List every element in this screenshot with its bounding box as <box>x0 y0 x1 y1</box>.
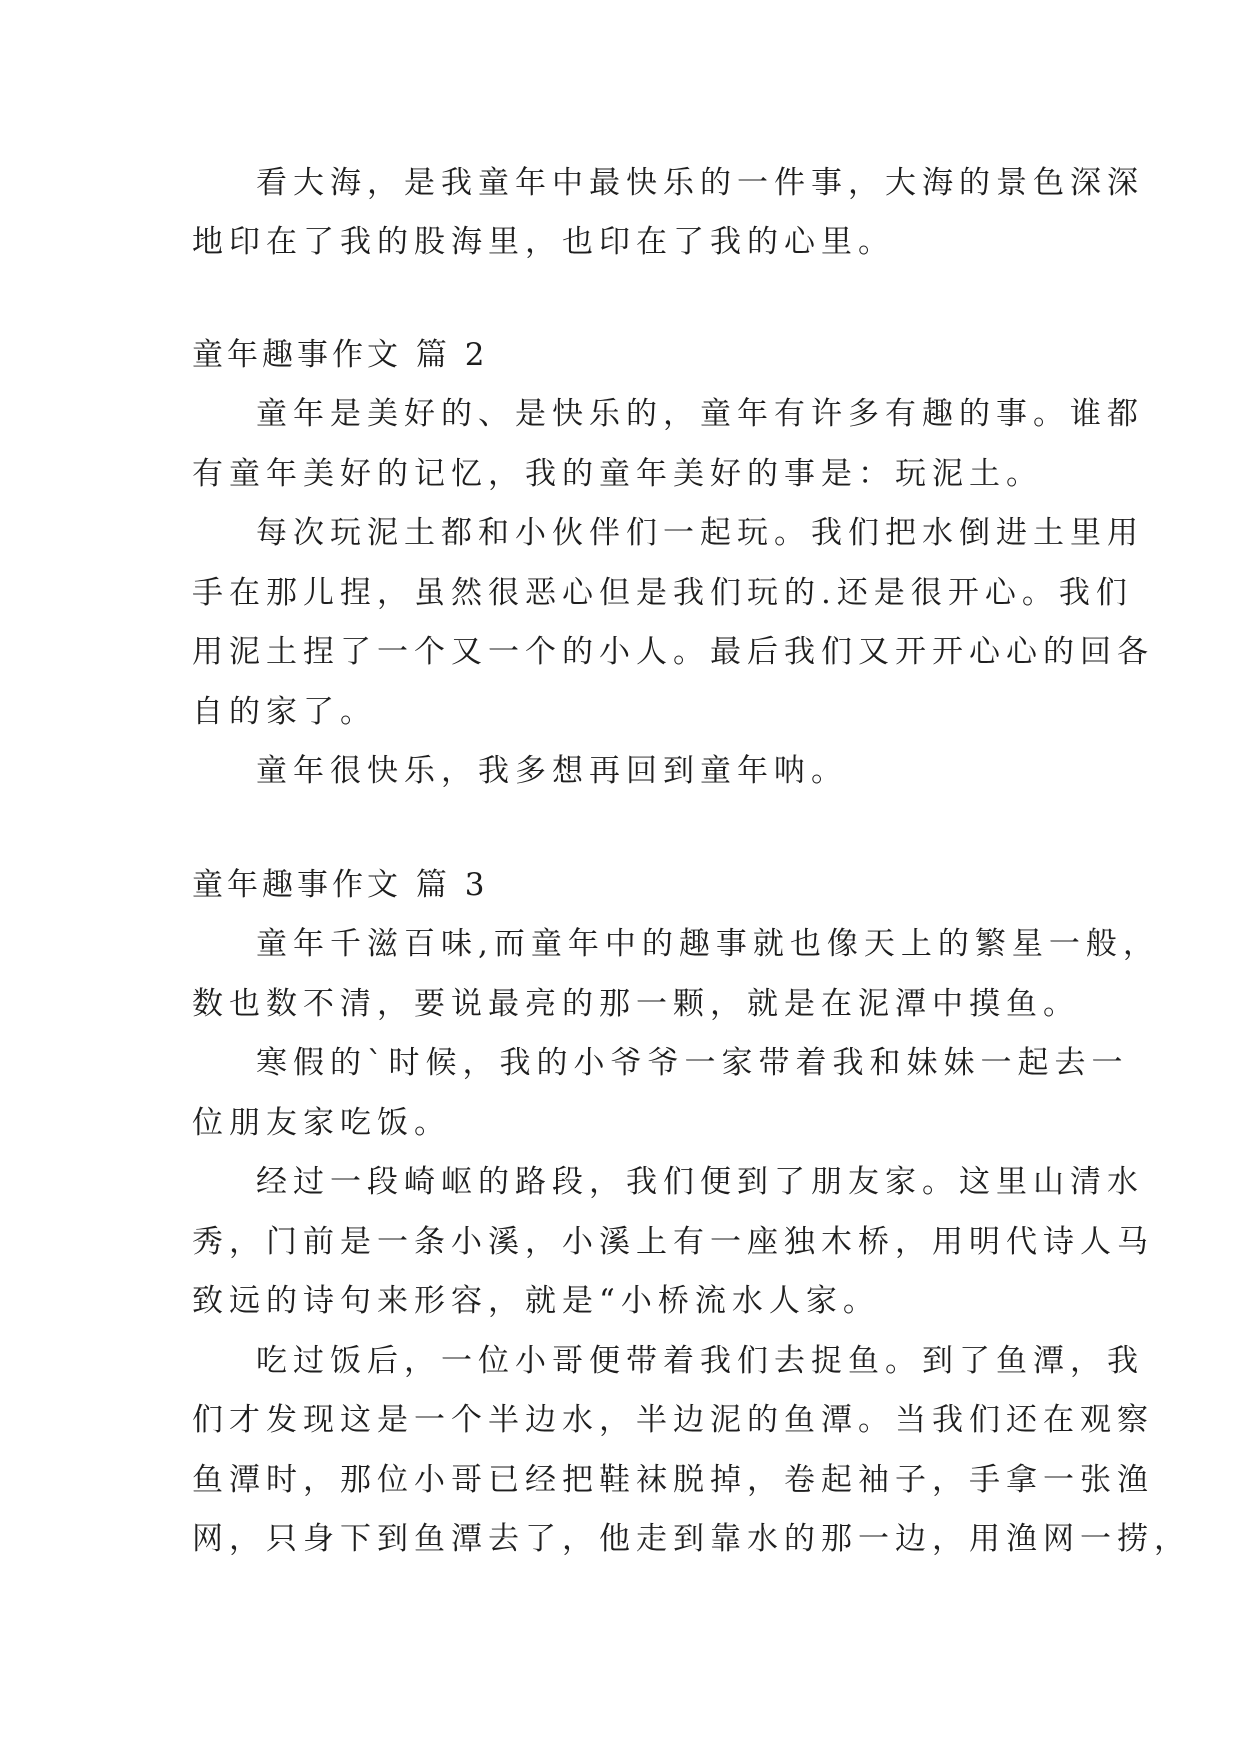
paragraph-line: 手在那儿捏，虽然很恶心但是我们玩的.还是很开心。我们 <box>192 575 1133 611</box>
section-heading: 童年趣事作文 篇 2 <box>192 337 489 373</box>
paragraph-line: 看大海，是我童年中最快乐的一件事，大海的景色深深 <box>256 165 1144 201</box>
paragraph-line: 网，只身下到鱼潭去了，他走到靠水的那一边，用渔网一捞， <box>192 1521 1191 1557</box>
paragraph-line: 用泥土捏了一个又一个的小人。最后我们又开开心心的回各 <box>192 634 1154 670</box>
paragraph-line: 每次玩泥土都和小伙伴们一起玩。我们把水倒进土里用 <box>256 515 1144 551</box>
paragraph-line: 自的家了。 <box>192 694 377 730</box>
paragraph-line: 童年很快乐，我多想再回到童年呐。 <box>256 753 848 789</box>
paragraph-line: 吃过饭后，一位小哥便带着我们去捉鱼。到了鱼潭，我 <box>256 1343 1144 1379</box>
paragraph-line: 寒假的`时候，我的小爷爷一家带着我和妹妹一起去一 <box>256 1045 1129 1081</box>
paragraph-line: 地印在了我的股海里，也印在了我的心里。 <box>192 224 895 260</box>
paragraph-line: 们才发现这是一个半边水，半边泥的鱼潭。当我们还在观察 <box>192 1402 1154 1438</box>
paragraph-line: 秀，门前是一条小溪，小溪上有一座独木桥，用明代诗人马 <box>192 1224 1154 1260</box>
paragraph-line: 童年千滋百味,而童年中的趣事就也像天上的繁星一般， <box>256 926 1160 962</box>
paragraph-line: 鱼潭时，那位小哥已经把鞋袜脱掉，卷起袖子，手拿一张渔 <box>192 1462 1154 1498</box>
paragraph-line: 数也数不清，要说最亮的那一颗，就是在泥潭中摸鱼。 <box>192 986 1080 1022</box>
paragraph-line: 童年是美好的、是快乐的，童年有许多有趣的事。谁都 <box>256 396 1144 432</box>
section-heading: 童年趣事作文 篇 3 <box>192 867 489 903</box>
paragraph-line: 有童年美好的记忆，我的童年美好的事是：玩泥土。 <box>192 456 1043 492</box>
paragraph-line: 经过一段崎岖的路段，我们便到了朋友家。这里山清水 <box>256 1164 1144 1200</box>
paragraph-line: 致远的诗句来形容，就是“小桥流水人家。 <box>192 1283 880 1319</box>
paragraph-line: 位朋友家吃饭。 <box>192 1105 451 1141</box>
